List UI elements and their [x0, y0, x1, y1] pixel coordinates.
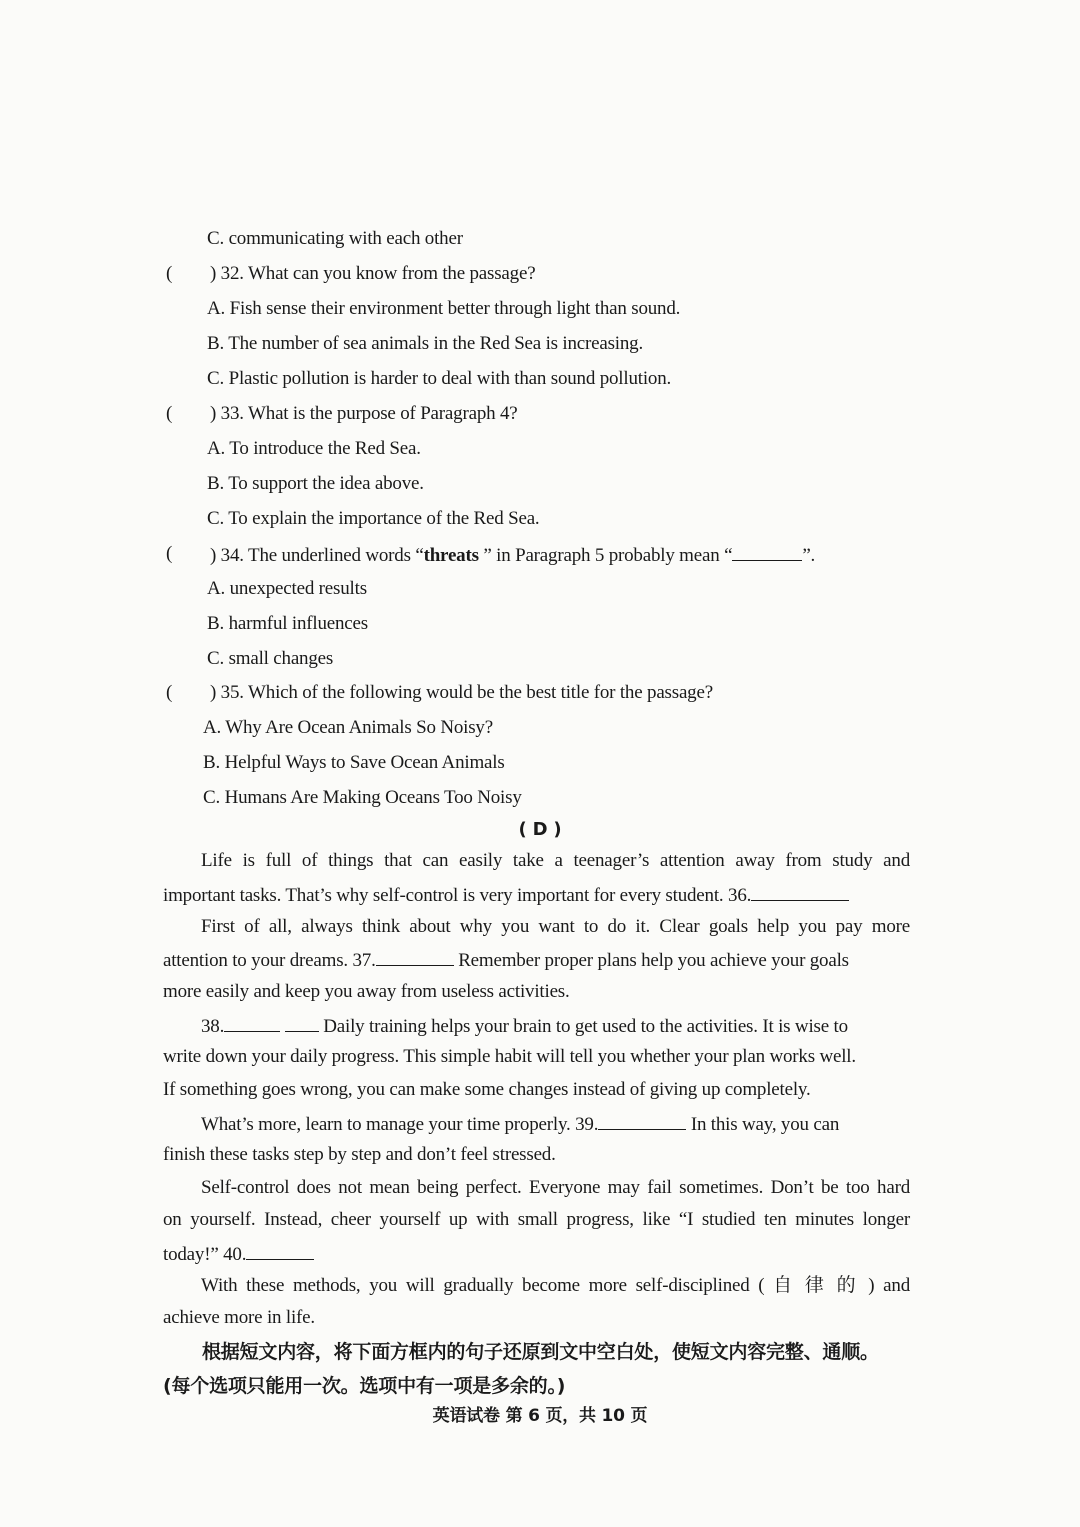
q35-answer-paren: ( [166, 682, 173, 703]
p5-line1: Self-control does not mean being perfect. Everyone may fail sometimes. Don’t be too hard [201, 1177, 910, 1198]
q34-option-a: A. unexpected results [207, 578, 367, 599]
q31-option-c: C. communicating with each other [207, 228, 463, 249]
p2-line2 [163, 947, 910, 973]
p3-line3: If something goes wrong, you can make some changes instead of giving up completely. [163, 1079, 811, 1100]
instructions-line2: (每个选项只能用一次。选项中有一项是多余的。) [163, 1375, 566, 1397]
p1-line2-text: important tasks. That’s why self-control is very important for every student. 36. [163, 885, 752, 906]
q32-option-a: A. Fish sense their environment better through light than sound. [207, 298, 681, 319]
q32-option-c: C. Plastic pollution is harder to deal with than sound pollution. [207, 368, 672, 389]
p2-line2-a: attention to your dreams. 37. [163, 950, 376, 971]
p5-line2: on yourself. Instead, cheer yourself up with small progress, like “I studied ten minutes longer [163, 1209, 910, 1230]
p1-line1: Life is full of things that can easily take a teenager’s attention away from study and [201, 850, 910, 871]
q35-option-b: B. Helpful Ways to Save Ocean Animals [203, 752, 505, 773]
q34-underlined-word: threats [423, 545, 479, 566]
p5-line3 [163, 1241, 910, 1267]
p3-line1-a: 38. [201, 1016, 225, 1037]
blank-39 [598, 1111, 686, 1130]
q32-option-b: B. The number of sea animals in the Red Sea is increasing. [207, 333, 644, 354]
p4-line2: finish these tasks step by step and don’t feel stressed. [163, 1144, 556, 1165]
p6-line2: achieve more in life. [163, 1307, 315, 1328]
q33-option-b: B. To support the idea above. [207, 473, 424, 494]
p4-line1-b: In this way, you can [686, 1114, 840, 1135]
p6-line1: With these methods, you will gradually become more self-disciplined ( 自 律 的 ) and [201, 1275, 910, 1296]
q34-option-c: C. small changes [207, 648, 334, 669]
blank-36 [751, 882, 849, 901]
instructions-line1: 根据短文内容，将下面方框内的句子还原到文中空白处，使短文内容完整、通顺。 [202, 1341, 879, 1363]
q34-stem-end: ”. [802, 545, 816, 566]
q35-option-a: A. Why Are Ocean Animals So Noisy? [203, 717, 493, 738]
blank-40 [246, 1241, 314, 1260]
q33-answer-paren: ( [166, 403, 173, 424]
q32-stem: ) 32. What can you know from the passage? [210, 263, 536, 284]
p5-line3-text: today!” 40. [163, 1244, 247, 1265]
q34-option-b: B. harmful influences [207, 613, 368, 634]
blank-37 [376, 947, 454, 966]
q34-answer-paren: ( [166, 543, 173, 564]
page-footer: 英语试卷 第 6 页，共 10 页 [432, 1406, 648, 1426]
q35-option-c: C. Humans Are Making Oceans Too Noisy [203, 787, 522, 808]
p2-line1: First of all, always think about why you want to do it. Clear goals help you pay more [201, 916, 910, 937]
p2-line2-b: Remember proper plans help you achieve your goals [453, 950, 849, 971]
q34-stem [210, 542, 815, 568]
p1-line2 [163, 882, 910, 908]
p3-line1-b: Daily training helps your brain to get used to the activities. It is wise to [318, 1016, 848, 1037]
q34-blank [732, 542, 802, 561]
p4-line1-a: What’s more, learn to manage your time properly. 39. [201, 1114, 599, 1135]
q35-stem: ) 35. Which of the following would be the best title for the passage? [210, 682, 713, 703]
q34-stem-before: ) 34. The underlined words “ [210, 545, 424, 566]
p3-line1 [201, 1013, 910, 1039]
section-d-heading: ( D ) [518, 819, 562, 840]
q33-option-a: A. To introduce the Red Sea. [207, 438, 421, 459]
q34-stem-after: ” in Paragraph 5 probably mean “ [478, 545, 733, 566]
p2-line3: more easily and keep you away from useless activities. [163, 981, 570, 1002]
q33-stem: ) 33. What is the purpose of Paragraph 4? [210, 403, 518, 424]
blank-38b [285, 1013, 319, 1032]
p4-line1 [201, 1111, 910, 1137]
q32-answer-paren: ( [166, 263, 173, 284]
q33-option-c: C. To explain the importance of the Red Sea. [207, 508, 540, 529]
p3-line2: write down your daily progress. This simple habit will tell you whether your plan works well. [163, 1046, 856, 1067]
blank-38a [224, 1013, 280, 1032]
